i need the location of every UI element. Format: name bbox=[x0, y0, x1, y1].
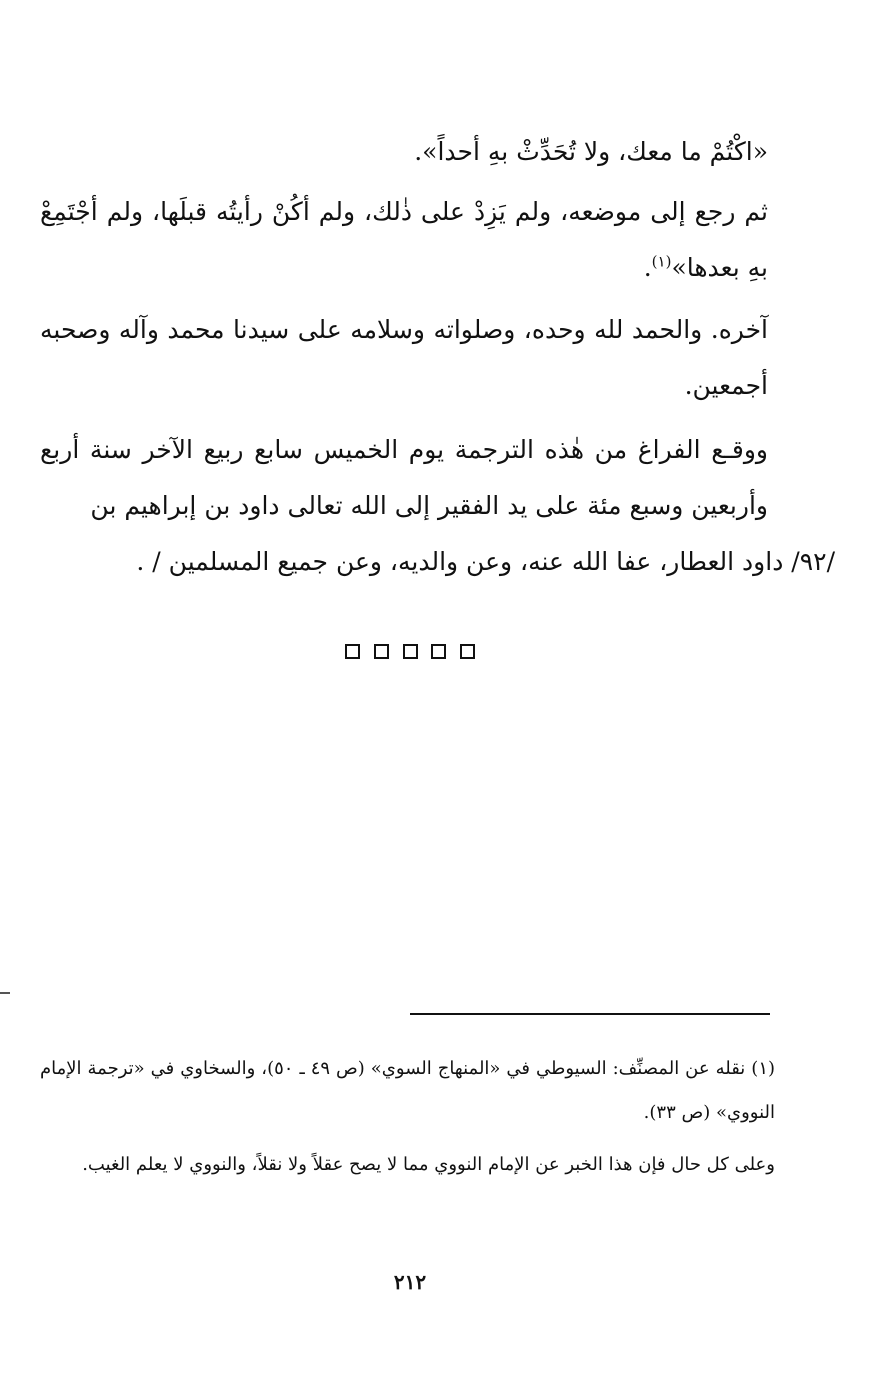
ornament-square bbox=[374, 644, 389, 659]
ornament-square bbox=[403, 644, 418, 659]
margin-mark bbox=[0, 992, 10, 994]
footnote-reference[interactable]: (١) bbox=[651, 252, 672, 271]
colophon-paragraph: ووقـع الفراغ من هٰذه الترجمة يوم الخميس سابع ربيع الآخر سنة أربع وأربعين وسبع مئة على يد الفقير إلى الله تعالى داود بن إبراهيم بن bbox=[40, 435, 768, 520]
colophon-last-line: /٩٢/ داود العطار، عفا الله عنه، وعن والديه، وعن جميع المسلمين / . bbox=[136, 547, 835, 576]
return-paragraph-text: ثم رجع إلى موضعه، ولم يَزِدْ على ذٰلك، ولم أكُنْ رأيتُه قبلَها، ولم أجْتَمِعْ بهِ بعدها» bbox=[40, 197, 768, 282]
quote-line: «اكْتُمْ ما معك، ولا تُحَدِّثْ بهِ أحداً». bbox=[414, 137, 768, 166]
ending-paragraph: آخره. والحمد لله وحده، وصلواته وسلامه على سيدنا محمد وآله وصحبه أجمعين. bbox=[40, 315, 768, 400]
ornament-square bbox=[431, 644, 446, 659]
ornament-square bbox=[345, 644, 360, 659]
return-paragraph bbox=[40, 184, 768, 296]
footnote-divider bbox=[410, 1013, 770, 1015]
footnote-1: (١) نقله عن المصنِّف: السيوطي في «المنهاج السوي» (ص ٤٩ ـ ٥٠)، والسخاوي في «ترجمة الإمام النووي» (ص ٣٣). bbox=[40, 1058, 776, 1123]
footnote-comment: وعلى كل حال فإن هذا الخبر عن الإمام النووي مما لا يصح عقلاً ولا نقلاً، والنووي لا يعلم الغيب. bbox=[82, 1154, 775, 1175]
ornament-square bbox=[460, 644, 475, 659]
page-number: ٢١٢ bbox=[393, 1270, 427, 1294]
section-end-ornament bbox=[345, 640, 475, 662]
return-paragraph-end: . bbox=[643, 253, 652, 282]
